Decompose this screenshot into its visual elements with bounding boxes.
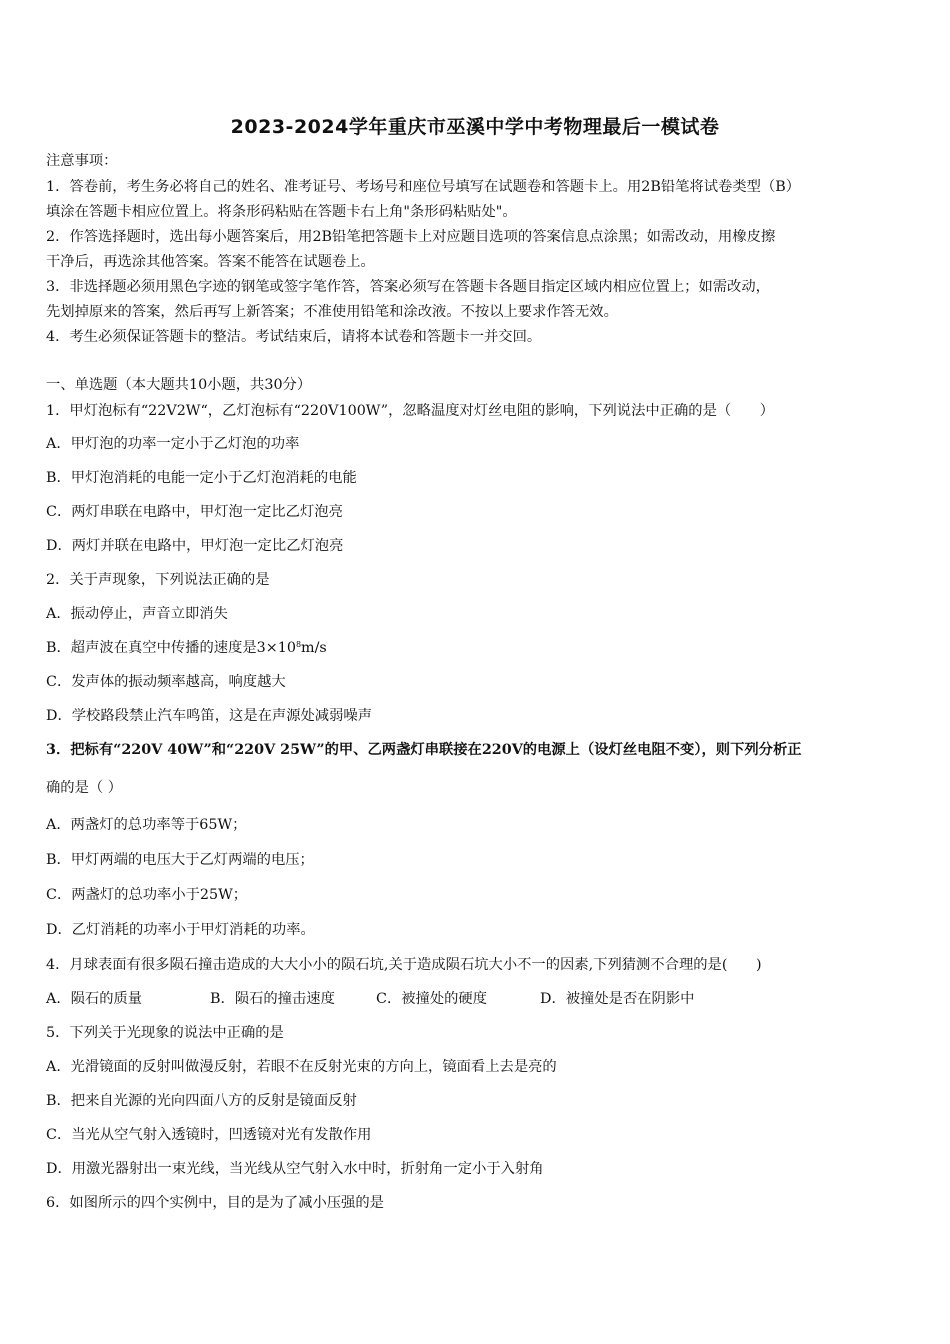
q4-option-d: D．被撞处是否在阴影中: [540, 991, 695, 1007]
q5-option-d: D．用激光器射出一束光线，当光线从空气射入水中时，折射角一定小于入射角: [46, 1161, 544, 1177]
q1-option-d: D．两灯并联在电路中，甲灯泡一定比乙灯泡亮: [46, 538, 344, 554]
q5-option-b: B．把来自光源的光向四面八方的反射是镜面反射: [46, 1093, 357, 1109]
q5-option-a: A．光滑镜面的反射叫做漫反射，若眼不在反射光束的方向上，镜面看上去是亮的: [46, 1059, 557, 1075]
q2-option-b-exponent: 8: [295, 640, 302, 649]
q5-option-c: C．当光从空气射入透镜时，凹透镜对光有发散作用: [46, 1127, 372, 1143]
exam-title: 2023-2024学年重庆市巫溪中学中考物理最后一模试卷: [230, 116, 720, 138]
q1-stem: 1．甲灯泡标有“22V2W“，乙灯泡标有“220V100W”，忽略温度对灯丝电阻的影响，下列说法中正确的是（ ）: [46, 403, 775, 419]
q2-option-b-text: B．超声波在真空中传播的速度是3×10: [46, 640, 296, 656]
q1-option-a: A．甲灯泡的功率一定小于乙灯泡的功率: [46, 436, 300, 452]
q3-stem-line-2: 确的是（ ）: [46, 780, 123, 796]
q5-stem: 5．下列关于光现象的说法中正确的是: [46, 1025, 284, 1041]
q1-option-c: C．两灯串联在电路中，甲灯泡一定比乙灯泡亮: [46, 504, 343, 520]
section-heading: 一、单选题（本大题共10小题，共30分）: [46, 377, 312, 393]
notice-heading: 注意事项：: [46, 153, 118, 169]
q4-option-a: A．陨石的质量: [46, 991, 143, 1007]
q6-stem: 6．如图所示的四个实例中，目的是为了减小压强的是: [46, 1195, 384, 1211]
q3-stem-line-1: 3．把标有“220V 40W”和“220V 25W”的甲、乙两盏灯串联接在220V的电源上（设灯丝电阻不变），则下列分析正: [46, 742, 802, 758]
q3-option-b: B．甲灯两端的电压大于乙灯两端的电压；: [46, 852, 314, 868]
q3-option-a: A．两盏灯的总功率等于65W；: [46, 817, 247, 833]
q2-option-c: C．发声体的振动频率越高，响度越大: [46, 674, 286, 690]
q2-option-d: D．学校路段禁止汽车鸣笛，这是在声源处减弱噪声: [46, 708, 372, 724]
q4-options-row: [46, 989, 906, 1009]
q4-option-c: C．被撞处的硬度: [376, 991, 488, 1007]
notice-line-6: 先划掉原来的答案，然后再写上新答案；不准使用铅笔和涂改液。不按以上要求作答无效。: [46, 304, 618, 320]
q4-option-b: B．陨石的撞击速度: [210, 991, 335, 1007]
notice-line-7: 4．考生必须保证答题卡的整洁。考试结束后，请将本试卷和答题卡一并交回。: [46, 329, 542, 345]
q3-option-d: D．乙灯消耗的功率小于甲灯消耗的功率。: [46, 922, 315, 938]
q2-option-b: [46, 638, 327, 658]
notice-line-1: 1．答卷前，考生务必将自己的姓名、准考证号、考场号和座位号填写在试题卷和答题卡上。用2B铅笔将试卷类型（B）: [46, 179, 801, 195]
notice-line-5: 3．非选择题必须用黑色字迹的钢笔或签字笔作答，答案必须写在答题卡各题目指定区域内相应位置上；如需改动，: [46, 279, 770, 295]
q4-stem: 4．月球表面有很多陨石撞击造成的大大小小的陨石坑,关于造成陨石坑大小不一的因素,下列猜测不合理的是( ): [46, 957, 762, 973]
q3-option-c: C．两盏灯的总功率小于25W；: [46, 887, 248, 903]
notice-line-4: 干净后，再选涂其他答案。答案不能答在试题卷上。: [46, 254, 375, 270]
q1-option-b: B．甲灯泡消耗的电能一定小于乙灯泡消耗的电能: [46, 470, 357, 486]
notice-line-2: 填涂在答题卡相应位置上。将条形码粘贴在答题卡右上角"条形码粘贴处"。: [46, 204, 517, 220]
q2-stem: 2．关于声现象，下列说法正确的是: [46, 572, 270, 588]
notice-line-3: 2．作答选择题时，选出每小题答案后，用2B铅笔把答题卡上对应题目选项的答案信息点涂黑；如需改动，用橡皮擦: [46, 229, 776, 245]
q2-option-a: A．振动停止，声音立即消失: [46, 606, 228, 622]
q2-option-b-unit: m/s: [301, 640, 327, 656]
